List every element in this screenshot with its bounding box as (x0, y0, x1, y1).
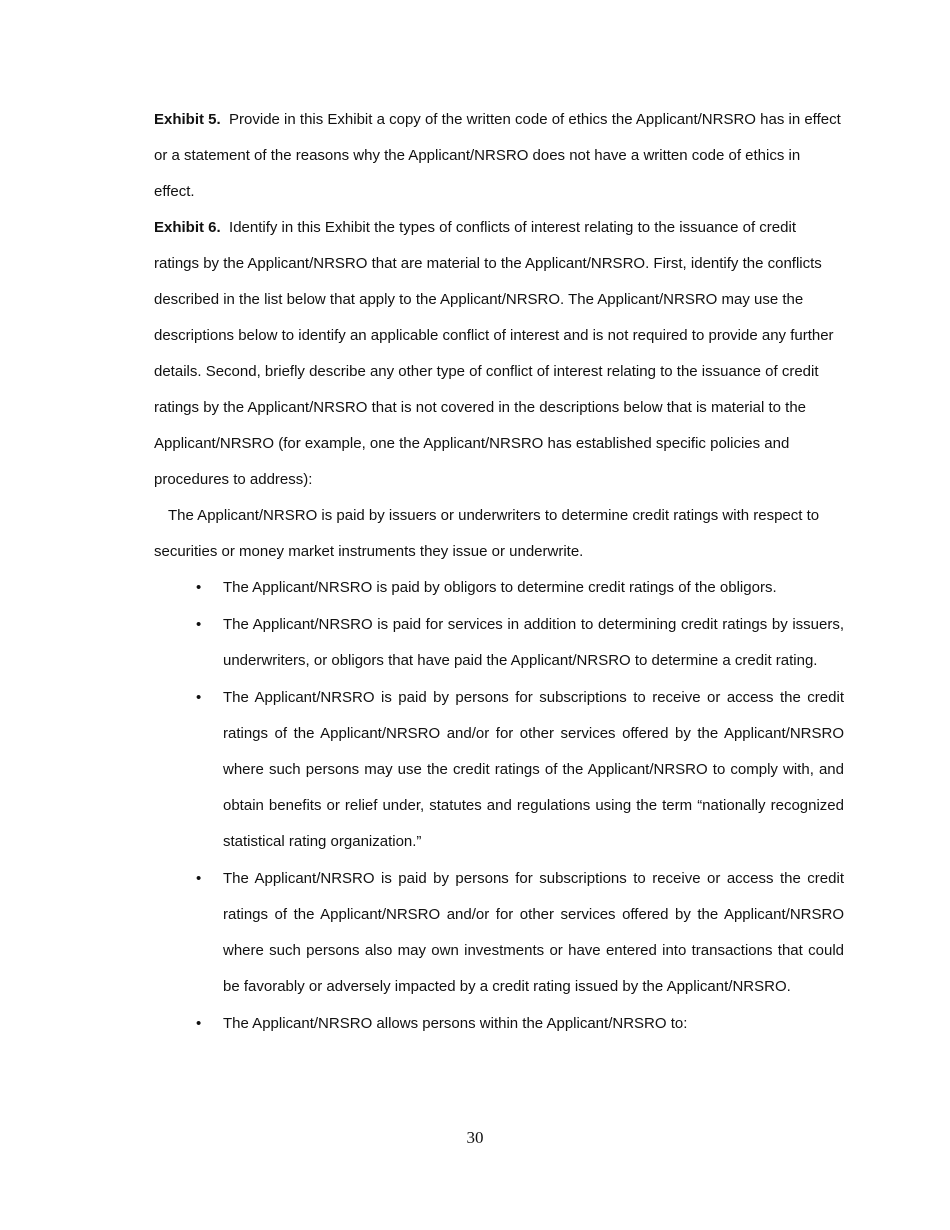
exhibit-5-text: Provide in this Exhibit a copy of the written code of ethics the Applicant/NRSRO has in effect or a statement of the reasons why the Applicant/NRSRO does not have a written code of ethics in effect. (154, 111, 841, 200)
document-page (154, 102, 844, 1043)
list-item (154, 570, 844, 606)
exhibit-5-paragraph (154, 102, 844, 210)
list-item-text: The Applicant/NRSRO allows persons within the Applicant/NRSRO to: (223, 1015, 688, 1032)
list-item-text: The Applicant/NRSRO is paid by obligors to determine credit ratings of the obligors. (223, 579, 777, 596)
list-item-text: The Applicant/NRSRO is paid for services in addition to determining credit ratings by issuers, underwriters, or obligors that have paid the Applicant/NRSRO to determine a credit rating. (223, 616, 844, 669)
first-conflict-paragraph: The Applicant/NRSRO is paid by issuers or underwriters to determine credit ratings with respect to securities or money market instruments they issue or underwrite. (154, 507, 820, 560)
bullet-icon: • (196, 579, 202, 596)
list-item (154, 861, 844, 1005)
list-item (154, 680, 844, 860)
list-item (154, 607, 844, 679)
list-item (154, 1006, 844, 1042)
bullet-icon: • (196, 689, 202, 706)
list-item-text: The Applicant/NRSRO is paid by persons for subscriptions to receive or access the credit ratings of the Applicant/NRSRO and/or for other services offered by the Applicant/NRSRO where such persons may use the credit ratings of the Applicant/NRSRO to comply with, and obtain benefits or relief under, statutes and regulations using the term “nationally recognized statistical rating organization.” (223, 689, 844, 850)
page-number: 30 (466, 1128, 484, 1147)
exhibit-5-label: Exhibit 5. (154, 111, 221, 128)
exhibit-6-text: Identify in this Exhibit the types of conflicts of interest relating to the issuance of credit ratings by the Applicant/NRSRO that are material to the Applicant/NRSRO. First, identify the conflicts described in the list below that apply to the Applicant/NRSRO. The Applicant/NRSRO may use the descriptions below to identify an applicable conflict of interest and is not required to provide any further details. Second, briefly describe any other type of conflict of interest relating to the issuance of credit ratings by the Applicant/NRSRO that is not covered in the descriptions below that is material to the Applicant/NRSRO (for example, one the Applicant/NRSRO has established specific policies and procedures to address): (154, 219, 834, 488)
exhibit-6-paragraph (154, 210, 844, 498)
bullet-icon: • (196, 870, 202, 887)
conflict-list (154, 570, 844, 1042)
bullet-icon: • (196, 616, 202, 633)
exhibit-6-label: Exhibit 6. (154, 219, 221, 236)
bullet-icon: • (196, 1015, 202, 1032)
list-item-text: The Applicant/NRSRO is paid by persons for subscriptions to receive or access the credit ratings of the Applicant/NRSRO and/or for other services offered by the Applicant/NRSRO where such persons also may own investments or have entered into transactions that could be favorably or adversely impacted by a credit rating issued by the Applicant/NRSRO. (223, 870, 844, 995)
